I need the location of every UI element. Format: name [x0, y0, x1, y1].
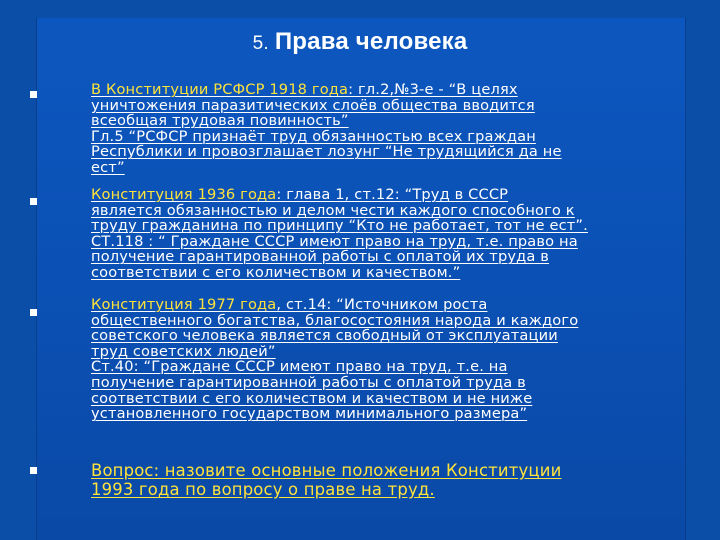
text-line: СТ.118 : “ Граждане СССР имеют право на труд, т.е. право на: [91, 232, 578, 250]
text-line: всеобщая трудовая повинность”: [91, 112, 349, 130]
text-line: В Конституции РСФСР 1918 года: гл.2,№3-е - “В целях: [91, 81, 518, 98]
text-line: Конституция 1977 года, ст.14: “Источником роста: [91, 296, 488, 313]
text-line: установленного государством минимального размера”: [91, 405, 528, 423]
bullet-item-1918: [91, 82, 691, 176]
question-line: Вопрос: назовите основные положения Конституции: [91, 461, 562, 480]
text-line: Гл.5 “РСФСР признаёт труд обязанностью всех граждан: [91, 127, 536, 145]
text-line: является обязанностью и делом чести каждого способного к: [91, 201, 575, 219]
text-line: получение гарантированной работы с оплатой труда в: [91, 373, 526, 391]
bullet-marker: [30, 91, 37, 98]
text-line: советского человека является свободный от эксплуатации: [91, 327, 558, 345]
text-line: Ст.40: “Граждане СССР имеют право на труд, т.е. на: [91, 358, 508, 376]
bullet-marker: [30, 309, 37, 316]
constitution-1918-link[interactable]: В Конституции РСФСР 1918 года: [91, 81, 349, 98]
bullet-marker: [30, 198, 37, 205]
text-line: Конституция 1936 года: глава 1, ст.12: “Труд в СССР: [91, 186, 509, 203]
slide-number: 5.: [252, 33, 269, 54]
slide-title-text: Права человека: [274, 28, 468, 55]
text-line: Республики и провозглашает лозунг “Не трудящийся да не: [91, 143, 562, 161]
constitution-1977-link[interactable]: Конституция 1977 года: [91, 296, 277, 313]
question-line: 1993 года по вопросу о праве на труд.: [91, 480, 435, 499]
slide-title: [0, 28, 720, 56]
text-line: общественного богатства, благосостояния народа и каждого: [91, 311, 579, 329]
text-line: уничтожения паразитических слоёв общества вводится: [91, 96, 535, 114]
bullet-item-1977: [91, 297, 691, 422]
bullet-item-1936: [91, 187, 691, 281]
text-line: соответствии с его количеством и качеством и не ниже: [91, 389, 533, 407]
bullet-marker: [30, 467, 37, 474]
text-line: получение гарантированной работы с оплатой их труда в: [91, 248, 550, 266]
text-line: ест”: [91, 158, 125, 176]
text-line: труду гражданина по принципу “Кто не работает, тот не ест”.: [91, 217, 588, 235]
text-line: соответствии с его количеством и качеством.”: [91, 263, 461, 281]
question-link[interactable]: [91, 461, 691, 499]
constitution-1936-link[interactable]: Конституция 1936 года: [91, 186, 277, 203]
text-line: труд советских людей”: [91, 342, 276, 360]
